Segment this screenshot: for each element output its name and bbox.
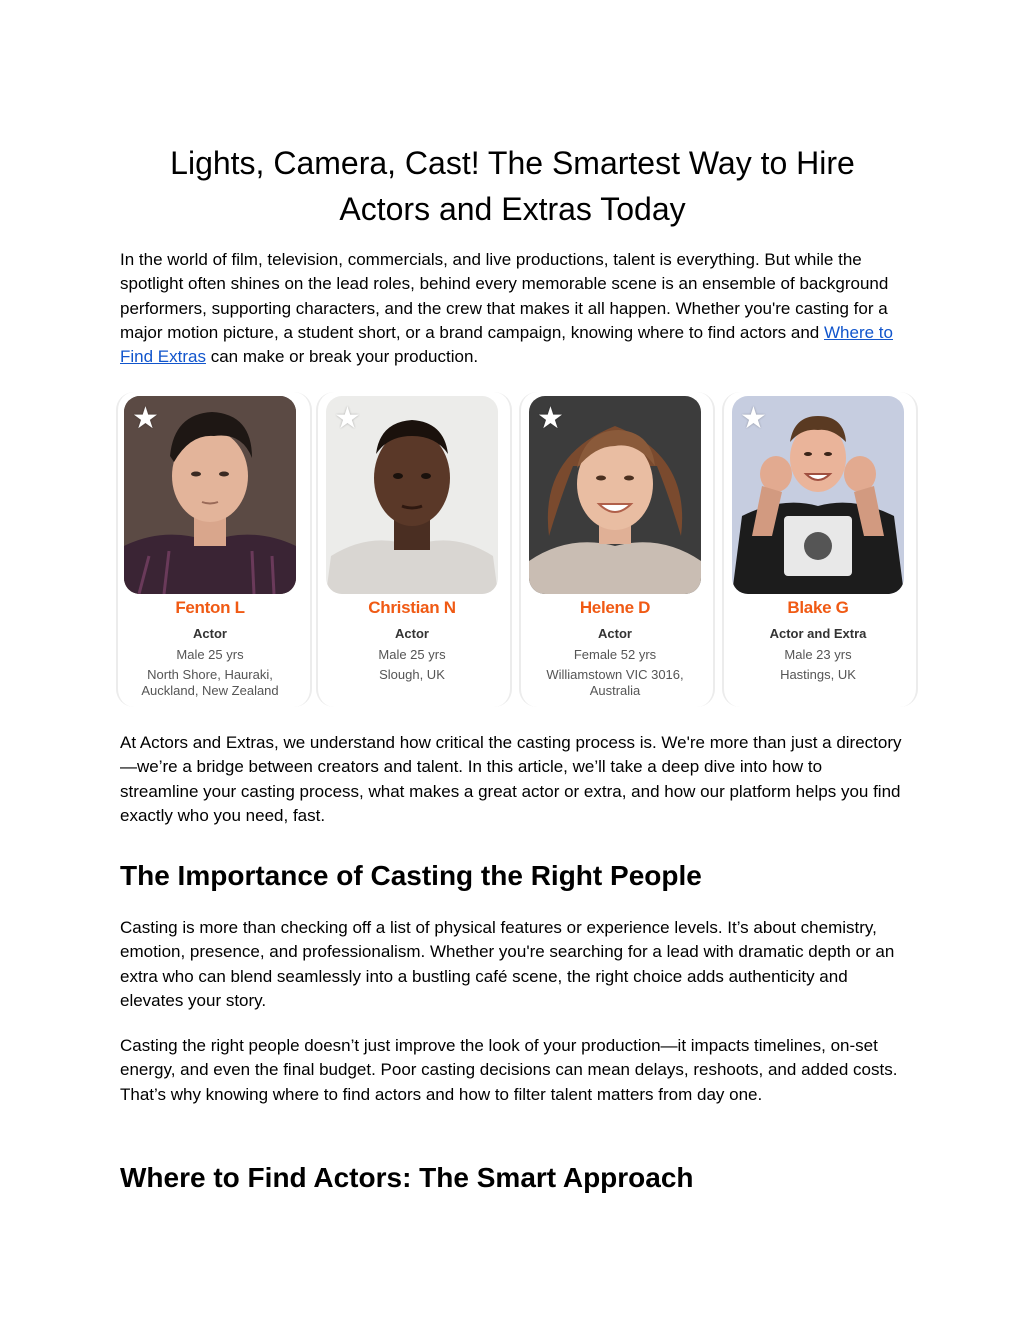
favorite-star-icon[interactable]: ★: [537, 401, 564, 436]
talent-name: Fenton L: [175, 598, 245, 617]
section-heading-importance: The Importance of Casting the Right People: [120, 860, 702, 891]
favorite-star-icon[interactable]: ★: [334, 401, 361, 436]
talent-location-line2: Australia: [589, 683, 641, 698]
article-title: [120, 140, 905, 232]
talent-name: Blake G: [787, 598, 849, 617]
intro-paragraph: [120, 248, 905, 369]
favorite-star-icon[interactable]: ★: [740, 401, 767, 436]
paragraph-timelines: Casting the right people doesn’t just improve the look of your production—it impacts timelines, on-set energy, and even the final budget. Poor casting decisions can mean delays, reshoots, and added costs. That’s why knowing where to find actors and how to filter talent matters from day one.: [120, 1036, 898, 1104]
intro-text-end: can make or break your production.: [205, 347, 479, 367]
paragraph-casting: Casting is more than checking off a list of physical features or experience levels. It’s about chemistry, emotion, presence, and professionalism. Whether you're searching for a lead with dramatic depth or an extra who can blend seamlessly into a bustling café scene, the right choice adds authenticity and elevates your story.: [120, 918, 895, 1010]
talent-meta: Male 25 yrs: [176, 647, 244, 662]
talent-cards: [120, 390, 905, 710]
talent-role: Actor and Extra: [769, 626, 867, 641]
talent-card[interactable]: [525, 390, 725, 708]
title-line-1: Lights, Camera, Cast! The Smartest Way to Hire: [170, 145, 855, 181]
where-to-find-extras-link[interactable]: Where to Find Extras: [120, 322, 893, 367]
talent-meta: Male 25 yrs: [378, 647, 446, 662]
card-frame: [316, 392, 512, 707]
title-line-2: Actors and Extras Today: [339, 191, 686, 227]
talent-role: Actor: [598, 626, 632, 641]
card-frame: [519, 392, 715, 707]
card-frame: [722, 392, 918, 707]
talent-meta: Female 52 yrs: [573, 647, 657, 662]
talent-role: Actor: [193, 626, 227, 641]
section-heading-where-to-find: Where to Find Actors: The Smart Approach: [120, 1162, 694, 1193]
talent-card[interactable]: [322, 390, 522, 708]
talent-name: Helene D: [579, 598, 651, 617]
talent-name: Christian N: [368, 598, 456, 617]
talent-location-line1: Williamstown VIC 3016,: [546, 667, 684, 682]
talent-location-line1: North Shore, Hauraki,: [147, 667, 273, 682]
talent-location-line1: Hastings, UK: [780, 667, 856, 682]
favorite-star-icon[interactable]: ★: [132, 401, 159, 436]
talent-location-line2: Auckland, New Zealand: [141, 683, 279, 698]
intro-text: In the world of film, television, commercials, and live productions, talent is everything. But while the spotlight often shines on the lead roles, behind every memorable scene is an ensemble of background performers, supporting characters, and the crew that makes it all happen. Whether you're casting for a major motion picture, a student short, or a brand campaign, knowing where to find actors and: [120, 250, 889, 342]
card-frame: [116, 392, 312, 707]
talent-card[interactable]: [728, 390, 928, 708]
paragraph-about: At Actors and Extras, we understand how critical the casting process is. We're more than just a directory—we’re a bridge between creators and talent. In this article, we’ll take a deep dive into how to streamline your casting process, what makes a great actor or extra, and how our platform helps you find exactly who you need, fast.: [120, 733, 902, 825]
talent-card[interactable]: [120, 390, 320, 708]
talent-meta: Male 23 yrs: [784, 647, 852, 662]
talent-role: Actor: [395, 626, 429, 641]
talent-location-line1: Slough, UK: [379, 667, 445, 682]
